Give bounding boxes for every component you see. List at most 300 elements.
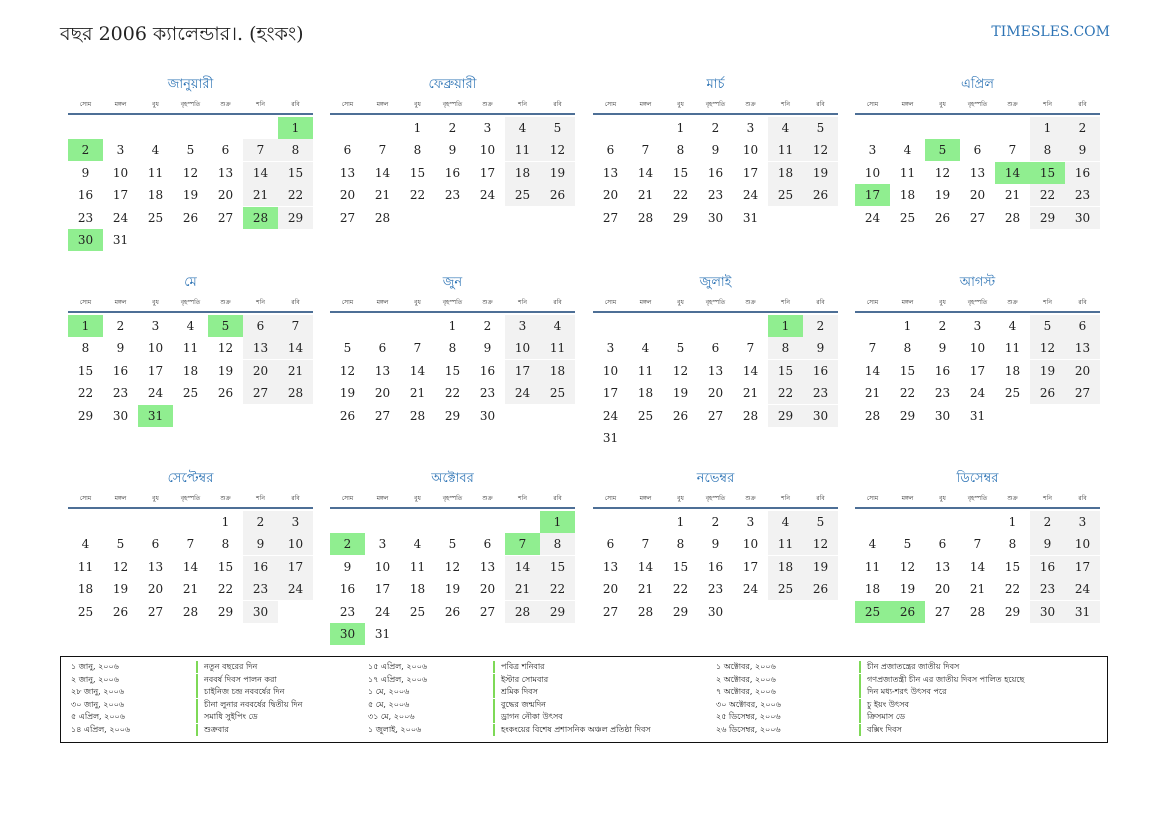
day-cell[interactable]: 12 — [899, 559, 916, 574]
day-cell[interactable]: 21 — [182, 582, 199, 597]
day-cell[interactable]: 10 — [278, 533, 313, 555]
day-cell[interactable]: 7 — [746, 341, 755, 356]
day-cell[interactable]: 21 — [742, 386, 759, 401]
day-cell[interactable]: 9 — [711, 537, 720, 552]
day-cell[interactable]: 1 — [68, 315, 103, 337]
day-cell[interactable]: 24 — [505, 382, 540, 404]
day-cell[interactable]: 20 — [374, 386, 391, 401]
day-cell[interactable]: 28 — [182, 604, 199, 619]
day-cell[interactable]: 10 — [374, 559, 391, 574]
day-cell[interactable]: 31 — [1065, 601, 1100, 623]
day-cell[interactable]: 2 — [938, 319, 947, 333]
day-cell[interactable]: 26 — [182, 210, 199, 225]
day-cell[interactable]: 29 — [444, 408, 461, 423]
day-cell[interactable]: 14 — [742, 363, 759, 378]
day-cell[interactable]: 26 — [217, 386, 234, 401]
day-cell[interactable]: 26 — [803, 184, 838, 206]
day-cell[interactable]: 3 — [151, 319, 160, 333]
day-cell[interactable]: 16 — [934, 363, 951, 378]
day-cell[interactable]: 13 — [339, 165, 356, 180]
day-cell[interactable]: 5 — [116, 537, 125, 552]
day-cell[interactable]: 25 — [899, 210, 916, 225]
day-cell[interactable]: 29 — [77, 408, 94, 423]
day-cell[interactable]: 20 — [147, 582, 164, 597]
day-cell[interactable]: 29 — [1004, 604, 1021, 619]
day-cell[interactable]: 12 — [803, 533, 838, 555]
day-cell[interactable]: 14 — [182, 559, 199, 574]
day-cell[interactable]: 25 — [768, 578, 803, 600]
day-cell[interactable]: 31 — [374, 627, 391, 641]
day-cell[interactable]: 3 — [746, 121, 755, 135]
day-cell[interactable]: 3 — [606, 341, 615, 356]
day-cell[interactable]: 14 — [637, 165, 654, 180]
day-cell[interactable]: 14 — [409, 363, 426, 378]
day-cell[interactable]: 19 — [217, 363, 234, 378]
day-cell[interactable]: 30 — [243, 601, 278, 623]
day-cell[interactable]: 27 — [217, 210, 234, 225]
day-cell[interactable]: 24 — [1065, 578, 1100, 600]
day-cell[interactable]: 19 — [934, 188, 951, 203]
day-cell[interactable]: 6 — [711, 341, 720, 356]
day-cell[interactable]: 1 — [676, 515, 685, 529]
day-cell[interactable]: 12 — [217, 341, 234, 356]
day-cell[interactable]: 22 — [1004, 582, 1021, 597]
day-cell[interactable]: 3 — [116, 143, 125, 158]
day-cell[interactable]: 11 — [637, 363, 654, 378]
day-cell[interactable]: 17 — [278, 556, 313, 578]
day-cell[interactable]: 18 — [768, 162, 803, 184]
day-cell[interactable]: 25 — [540, 382, 575, 404]
day-cell[interactable]: 18 — [637, 386, 654, 401]
day-cell[interactable]: 30 — [330, 623, 365, 645]
day-cell[interactable]: 3 — [973, 319, 982, 333]
day-cell[interactable]: 17 — [855, 184, 890, 206]
day-cell[interactable]: 28 — [374, 210, 391, 225]
day-cell[interactable]: 1 — [540, 511, 575, 533]
day-cell[interactable]: 10 — [969, 341, 986, 356]
day-cell[interactable]: 30 — [68, 229, 103, 251]
day-cell[interactable]: 23 — [707, 188, 724, 203]
day-cell[interactable]: 28 — [742, 408, 759, 423]
day-cell[interactable]: 5 — [676, 341, 685, 356]
day-cell[interactable]: 19 — [899, 582, 916, 597]
day-cell[interactable]: 3 — [505, 315, 540, 337]
day-cell[interactable]: 3 — [278, 511, 313, 533]
day-cell[interactable]: 15 — [217, 559, 234, 574]
day-cell[interactable]: 25 — [1004, 386, 1021, 401]
day-cell[interactable]: 8 — [903, 341, 912, 356]
day-cell[interactable]: 19 — [182, 188, 199, 203]
day-cell[interactable]: 28 — [278, 382, 313, 404]
day-cell[interactable]: 7 — [505, 533, 540, 555]
day-cell[interactable]: 11 — [409, 559, 426, 574]
day-cell[interactable]: 17 — [112, 188, 129, 203]
day-cell[interactable]: 2 — [711, 121, 720, 135]
day-cell[interactable]: 4 — [768, 511, 803, 533]
day-cell[interactable]: 24 — [742, 188, 759, 203]
day-cell[interactable]: 11 — [540, 337, 575, 359]
day-cell[interactable]: 14 — [278, 337, 313, 359]
day-cell[interactable]: 16 — [803, 360, 838, 382]
day-cell[interactable]: 20 — [707, 386, 724, 401]
day-cell[interactable]: 9 — [1030, 533, 1065, 555]
day-cell[interactable]: 17 — [505, 360, 540, 382]
day-cell[interactable]: 2 — [1065, 117, 1100, 139]
day-cell[interactable]: 5 — [1030, 315, 1065, 337]
day-cell[interactable]: 17 — [742, 165, 759, 180]
day-cell[interactable]: 16 — [77, 188, 94, 203]
day-cell[interactable]: 7 — [973, 537, 982, 552]
day-cell[interactable]: 15 — [768, 360, 803, 382]
day-cell[interactable]: 8 — [540, 533, 575, 555]
day-cell[interactable]: 2 — [243, 511, 278, 533]
day-cell[interactable]: 1 — [221, 515, 230, 529]
day-cell[interactable]: 11 — [77, 559, 94, 574]
day-cell[interactable]: 12 — [672, 363, 689, 378]
day-cell[interactable]: 6 — [606, 143, 615, 158]
day-cell[interactable]: 21 — [637, 582, 654, 597]
day-cell[interactable]: 20 — [602, 582, 619, 597]
day-cell[interactable]: 7 — [243, 139, 278, 161]
day-cell[interactable]: 8 — [1030, 139, 1065, 161]
day-cell[interactable]: 10 — [112, 165, 129, 180]
day-cell[interactable]: 1 — [903, 319, 912, 333]
day-cell[interactable]: 27 — [707, 408, 724, 423]
day-cell[interactable]: 3 — [483, 121, 492, 135]
day-cell[interactable]: 15 — [540, 556, 575, 578]
day-cell[interactable]: 21 — [505, 578, 540, 600]
day-cell[interactable]: 23 — [479, 386, 496, 401]
day-cell[interactable]: 8 — [1008, 537, 1017, 552]
day-cell[interactable]: 22 — [672, 582, 689, 597]
day-cell[interactable]: 26 — [1030, 382, 1065, 404]
day-cell[interactable]: 8 — [676, 143, 685, 158]
day-cell[interactable]: 11 — [768, 533, 803, 555]
day-cell[interactable]: 28 — [1004, 210, 1021, 225]
day-cell[interactable]: 8 — [278, 139, 313, 161]
day-cell[interactable]: 30 — [1030, 601, 1065, 623]
day-cell[interactable]: 7 — [413, 341, 422, 356]
day-cell[interactable]: 21 — [969, 582, 986, 597]
day-cell[interactable]: 12 — [1030, 337, 1065, 359]
day-cell[interactable]: 5 — [925, 139, 960, 161]
day-cell[interactable]: 16 — [1065, 162, 1100, 184]
day-cell[interactable]: 22 — [540, 578, 575, 600]
day-cell[interactable]: 10 — [742, 143, 759, 158]
day-cell[interactable]: 27 — [602, 604, 619, 619]
day-cell[interactable]: 4 — [186, 319, 195, 333]
day-cell[interactable]: 3 — [378, 537, 387, 552]
day-cell[interactable]: 16 — [707, 165, 724, 180]
day-cell[interactable]: 5 — [540, 117, 575, 139]
day-cell[interactable]: 10 — [147, 341, 164, 356]
day-cell[interactable]: 6 — [483, 537, 492, 552]
day-cell[interactable]: 30 — [479, 408, 496, 423]
day-cell[interactable]: 27 — [969, 210, 986, 225]
day-cell[interactable]: 28 — [969, 604, 986, 619]
day-cell[interactable]: 25 — [147, 210, 164, 225]
day-cell[interactable]: 11 — [768, 139, 803, 161]
day-cell[interactable]: 31 — [138, 405, 173, 427]
day-cell[interactable]: 23 — [243, 578, 278, 600]
day-cell[interactable]: 28 — [637, 604, 654, 619]
day-cell[interactable]: 1 — [413, 121, 422, 135]
day-cell[interactable]: 11 — [182, 341, 199, 356]
day-cell[interactable]: 17 — [742, 559, 759, 574]
day-cell[interactable]: 23 — [339, 604, 356, 619]
day-cell[interactable]: 17 — [479, 165, 496, 180]
day-cell[interactable]: 8 — [768, 337, 803, 359]
day-cell[interactable]: 4 — [903, 143, 912, 158]
day-cell[interactable]: 22 — [768, 382, 803, 404]
day-cell[interactable]: 6 — [243, 315, 278, 337]
day-cell[interactable]: 12 — [339, 363, 356, 378]
day-cell[interactable]: 21 — [374, 188, 391, 203]
day-cell[interactable]: 14 — [969, 559, 986, 574]
day-cell[interactable]: 14 — [637, 559, 654, 574]
day-cell[interactable]: 24 — [969, 386, 986, 401]
day-cell[interactable]: 23 — [444, 188, 461, 203]
day-cell[interactable]: 9 — [1065, 139, 1100, 161]
day-cell[interactable]: 5 — [208, 315, 243, 337]
day-cell[interactable]: 22 — [1030, 184, 1065, 206]
day-cell[interactable]: 10 — [742, 537, 759, 552]
day-cell[interactable]: 6 — [221, 143, 230, 158]
day-cell[interactable]: 27 — [934, 604, 951, 619]
day-cell[interactable]: 13 — [602, 165, 619, 180]
day-cell[interactable]: 5 — [448, 537, 457, 552]
day-cell[interactable]: 15 — [899, 363, 916, 378]
day-cell[interactable]: 5 — [803, 511, 838, 533]
day-cell[interactable]: 8 — [448, 341, 457, 356]
day-cell[interactable]: 2 — [68, 139, 103, 161]
day-cell[interactable]: 3 — [746, 515, 755, 529]
day-cell[interactable]: 16 — [444, 165, 461, 180]
day-cell[interactable]: 27 — [479, 604, 496, 619]
day-cell[interactable]: 10 — [602, 363, 619, 378]
day-cell[interactable]: 24 — [147, 386, 164, 401]
day-cell[interactable]: 5 — [343, 341, 352, 356]
day-cell[interactable]: 13 — [479, 559, 496, 574]
day-cell[interactable]: 4 — [868, 537, 877, 552]
day-cell[interactable]: 23 — [934, 386, 951, 401]
day-cell[interactable]: 14 — [864, 363, 881, 378]
day-cell[interactable]: 2 — [448, 121, 457, 135]
day-cell[interactable]: 2 — [711, 515, 720, 529]
day-cell[interactable]: 21 — [243, 184, 278, 206]
day-cell[interactable]: 25 — [182, 386, 199, 401]
day-cell[interactable]: 27 — [243, 382, 278, 404]
day-cell[interactable]: 13 — [707, 363, 724, 378]
day-cell[interactable]: 13 — [217, 165, 234, 180]
day-cell[interactable]: 15 — [1004, 559, 1021, 574]
day-cell[interactable]: 2 — [330, 533, 365, 555]
day-cell[interactable]: 25 — [77, 604, 94, 619]
day-cell[interactable]: 28 — [637, 210, 654, 225]
day-cell[interactable]: 12 — [934, 165, 951, 180]
day-cell[interactable]: 9 — [938, 341, 947, 356]
day-cell[interactable]: 18 — [505, 162, 540, 184]
day-cell[interactable]: 16 — [707, 559, 724, 574]
day-cell[interactable]: 6 — [378, 341, 387, 356]
day-cell[interactable]: 19 — [803, 556, 838, 578]
day-cell[interactable]: 12 — [444, 559, 461, 574]
day-cell[interactable]: 7 — [278, 315, 313, 337]
day-cell[interactable]: 24 — [602, 408, 619, 423]
day-cell[interactable]: 24 — [374, 604, 391, 619]
day-cell[interactable]: 9 — [803, 337, 838, 359]
day-cell[interactable]: 18 — [899, 188, 916, 203]
day-cell[interactable]: 17 — [602, 386, 619, 401]
day-cell[interactable]: 9 — [81, 165, 90, 180]
day-cell[interactable]: 1 — [278, 117, 313, 139]
day-cell[interactable]: 23 — [1065, 184, 1100, 206]
day-cell[interactable]: 5 — [903, 537, 912, 552]
day-cell[interactable]: 18 — [409, 582, 426, 597]
day-cell[interactable]: 27 — [147, 604, 164, 619]
day-cell[interactable]: 31 — [969, 408, 986, 423]
day-cell[interactable]: 17 — [147, 363, 164, 378]
day-cell[interactable]: 26 — [934, 210, 951, 225]
day-cell[interactable]: 20 — [602, 188, 619, 203]
day-cell[interactable]: 29 — [899, 408, 916, 423]
day-cell[interactable]: 11 — [864, 559, 881, 574]
day-cell[interactable]: 14 — [374, 165, 391, 180]
day-cell[interactable]: 8 — [81, 341, 90, 356]
day-cell[interactable]: 31 — [742, 210, 759, 225]
day-cell[interactable]: 18 — [540, 360, 575, 382]
day-cell[interactable]: 31 — [602, 431, 619, 445]
day-cell[interactable]: 7 — [186, 537, 195, 552]
day-cell[interactable]: 9 — [243, 533, 278, 555]
day-cell[interactable]: 21 — [637, 188, 654, 203]
day-cell[interactable]: 18 — [864, 582, 881, 597]
day-cell[interactable]: 26 — [890, 601, 925, 623]
day-cell[interactable]: 13 — [374, 363, 391, 378]
day-cell[interactable]: 7 — [641, 143, 650, 158]
day-cell[interactable]: 15 — [1030, 162, 1065, 184]
day-cell[interactable]: 4 — [540, 315, 575, 337]
day-cell[interactable]: 19 — [444, 582, 461, 597]
day-cell[interactable]: 2 — [1030, 511, 1065, 533]
day-cell[interactable]: 28 — [243, 207, 278, 229]
day-cell[interactable]: 23 — [707, 582, 724, 597]
day-cell[interactable]: 8 — [676, 537, 685, 552]
day-cell[interactable]: 18 — [182, 363, 199, 378]
day-cell[interactable]: 1 — [1008, 515, 1017, 529]
day-cell[interactable]: 16 — [339, 582, 356, 597]
day-cell[interactable]: 15 — [444, 363, 461, 378]
site-link[interactable]: TIMESLES.COM — [991, 24, 1110, 40]
day-cell[interactable]: 25 — [505, 184, 540, 206]
day-cell[interactable]: 22 — [899, 386, 916, 401]
day-cell[interactable]: 25 — [855, 601, 890, 623]
day-cell[interactable]: 26 — [339, 408, 356, 423]
day-cell[interactable]: 11 — [1004, 341, 1021, 356]
day-cell[interactable]: 20 — [1065, 360, 1100, 382]
day-cell[interactable]: 4 — [151, 143, 160, 158]
day-cell[interactable]: 6 — [973, 143, 982, 158]
day-cell[interactable]: 4 — [413, 537, 422, 552]
day-cell[interactable]: 3 — [1065, 511, 1100, 533]
day-cell[interactable]: 9 — [483, 341, 492, 356]
day-cell[interactable]: 13 — [969, 165, 986, 180]
day-cell[interactable]: 30 — [1065, 207, 1100, 229]
day-cell[interactable]: 20 — [969, 188, 986, 203]
day-cell[interactable]: 11 — [147, 165, 164, 180]
day-cell[interactable]: 9 — [448, 143, 457, 158]
day-cell[interactable]: 21 — [1004, 188, 1021, 203]
day-cell[interactable]: 16 — [112, 363, 129, 378]
day-cell[interactable]: 20 — [243, 360, 278, 382]
day-cell[interactable]: 29 — [768, 405, 803, 427]
day-cell[interactable]: 29 — [540, 601, 575, 623]
day-cell[interactable]: 12 — [803, 139, 838, 161]
day-cell[interactable]: 25 — [768, 184, 803, 206]
day-cell[interactable]: 24 — [864, 210, 881, 225]
day-cell[interactable]: 8 — [221, 537, 230, 552]
day-cell[interactable]: 22 — [77, 386, 94, 401]
day-cell[interactable]: 30 — [803, 405, 838, 427]
day-cell[interactable]: 12 — [540, 139, 575, 161]
day-cell[interactable]: 21 — [278, 360, 313, 382]
day-cell[interactable]: 6 — [606, 537, 615, 552]
day-cell[interactable]: 21 — [409, 386, 426, 401]
day-cell[interactable]: 24 — [742, 582, 759, 597]
day-cell[interactable]: 12 — [182, 165, 199, 180]
day-cell[interactable]: 24 — [112, 210, 129, 225]
day-cell[interactable]: 22 — [672, 188, 689, 203]
day-cell[interactable]: 25 — [409, 604, 426, 619]
day-cell[interactable]: 9 — [711, 143, 720, 158]
day-cell[interactable]: 19 — [672, 386, 689, 401]
day-cell[interactable]: 15 — [672, 559, 689, 574]
day-cell[interactable]: 26 — [540, 184, 575, 206]
day-cell[interactable]: 2 — [116, 319, 125, 333]
day-cell[interactable]: 27 — [374, 408, 391, 423]
day-cell[interactable]: 26 — [672, 408, 689, 423]
day-cell[interactable]: 15 — [77, 363, 94, 378]
day-cell[interactable]: 15 — [409, 165, 426, 180]
day-cell[interactable]: 7 — [1008, 143, 1017, 158]
day-cell[interactable]: 6 — [343, 143, 352, 158]
day-cell[interactable]: 4 — [81, 537, 90, 552]
day-cell[interactable]: 23 — [1030, 578, 1065, 600]
day-cell[interactable]: 28 — [864, 408, 881, 423]
day-cell[interactable]: 7 — [641, 537, 650, 552]
day-cell[interactable]: 17 — [1065, 556, 1100, 578]
day-cell[interactable]: 22 — [409, 188, 426, 203]
day-cell[interactable]: 1 — [1030, 117, 1065, 139]
day-cell[interactable]: 10 — [505, 337, 540, 359]
day-cell[interactable]: 13 — [934, 559, 951, 574]
day-cell[interactable]: 30 — [934, 408, 951, 423]
day-cell[interactable]: 9 — [343, 559, 352, 574]
day-cell[interactable]: 18 — [1004, 363, 1021, 378]
day-cell[interactable]: 16 — [479, 363, 496, 378]
day-cell[interactable]: 22 — [217, 582, 234, 597]
day-cell[interactable]: 29 — [672, 210, 689, 225]
day-cell[interactable]: 5 — [186, 143, 195, 158]
day-cell[interactable]: 9 — [116, 341, 125, 356]
day-cell[interactable]: 10 — [479, 143, 496, 158]
day-cell[interactable]: 4 — [641, 341, 650, 356]
day-cell[interactable]: 24 — [278, 578, 313, 600]
day-cell[interactable]: 17 — [374, 582, 391, 597]
day-cell[interactable]: 28 — [409, 408, 426, 423]
day-cell[interactable]: 6 — [938, 537, 947, 552]
day-cell[interactable]: 25 — [637, 408, 654, 423]
